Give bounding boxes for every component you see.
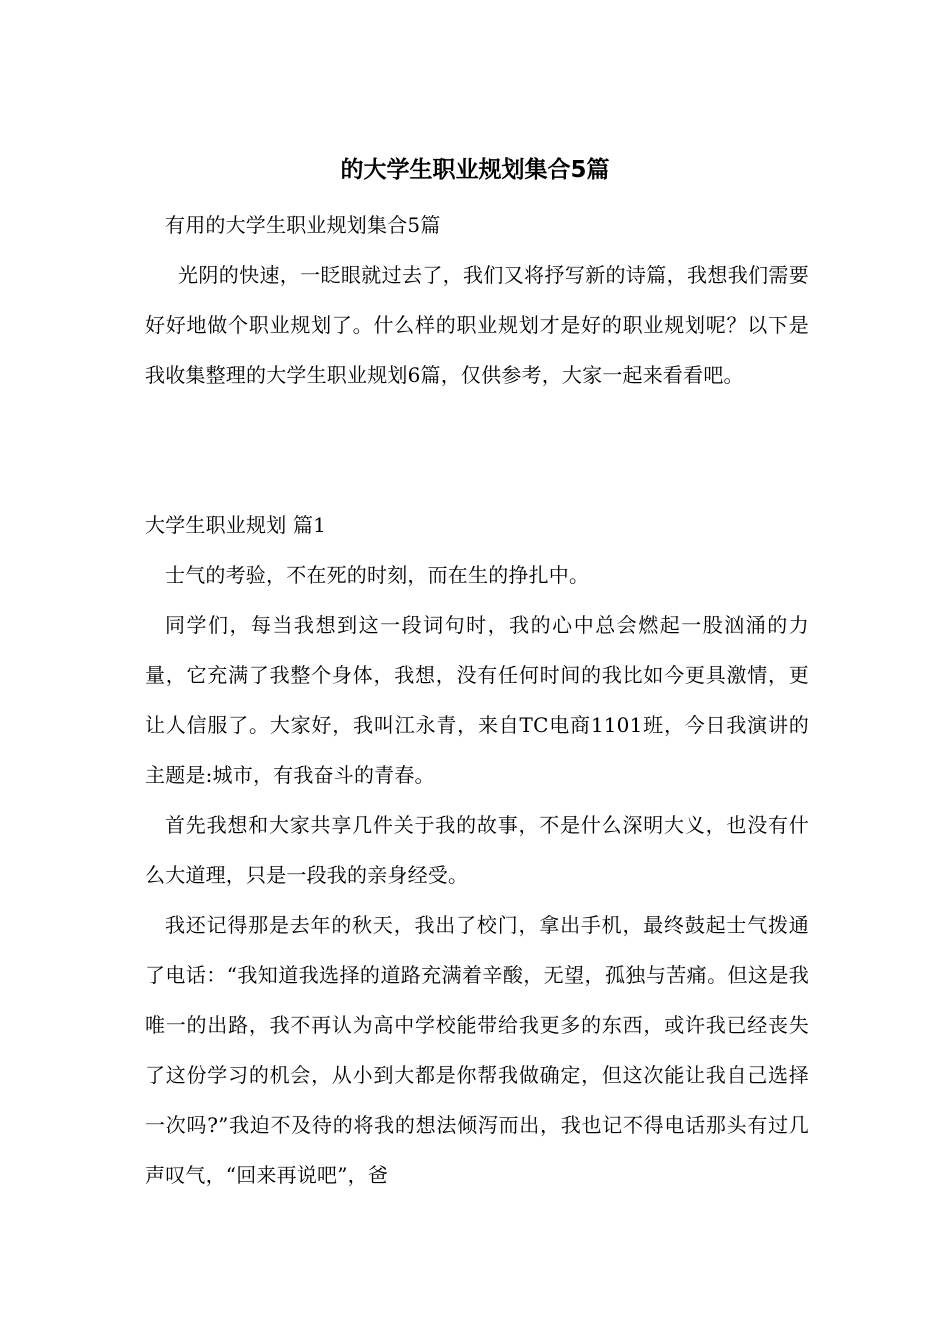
intro-paragraph: 光阴的快速，一眨眼就过去了，我们又将抒写新的诗篇，我想我们需要好好地做个职业规划了。什么样的职业规划才是好的职业规划呢？以下是我收集整理的大学生职业规划6篇，仅供参考，大家一起来看看吧。 xyxy=(145,263,809,387)
section-heading: 大学生职业规划 篇1 xyxy=(145,513,327,537)
document-title: 的大学生职业规划集合5篇 xyxy=(340,157,610,183)
body-paragraph: 我还记得那是去年的秋天，我出了校门，拿出手机，最终鼓起士气拨通了电话：“我知道我选择的道路充满着辛酸，无望，孤独与苦痛。但这是我唯一的出路，我不再认为高中学校能带给我更多的东西，或许我已经丧失了这份学习的机会，从小到大都是你帮我做确定，但这次能让我自己选择一次吗?”我迫不及待的将我的想法倾泻而出，我也记不得电话那头有过几声叹气，“回来再说吧”，爸 xyxy=(145,913,809,1187)
document-subtitle: 有用的大学生职业规划集合5篇 xyxy=(165,213,441,237)
body-paragraph: 同学们，每当我想到这一段词句时，我的心中总会燃起一股汹涌的力量，它充满了我整个身体，我想，没有任何时间的我比如今更具激情，更让人信服了。大家好，我叫江永青，来自TC电商1101班，今日我演讲的主题是:城市，有我奋斗的青春。 xyxy=(145,613,809,787)
body-paragraph: 士气的考验，不在死的时刻，而在生的挣扎中。 xyxy=(165,563,590,587)
body-paragraph: 首先我想和大家共享几件关于我的故事，不是什么深明大义，也没有什么大道理，只是一段我的亲身经受。 xyxy=(145,813,809,887)
